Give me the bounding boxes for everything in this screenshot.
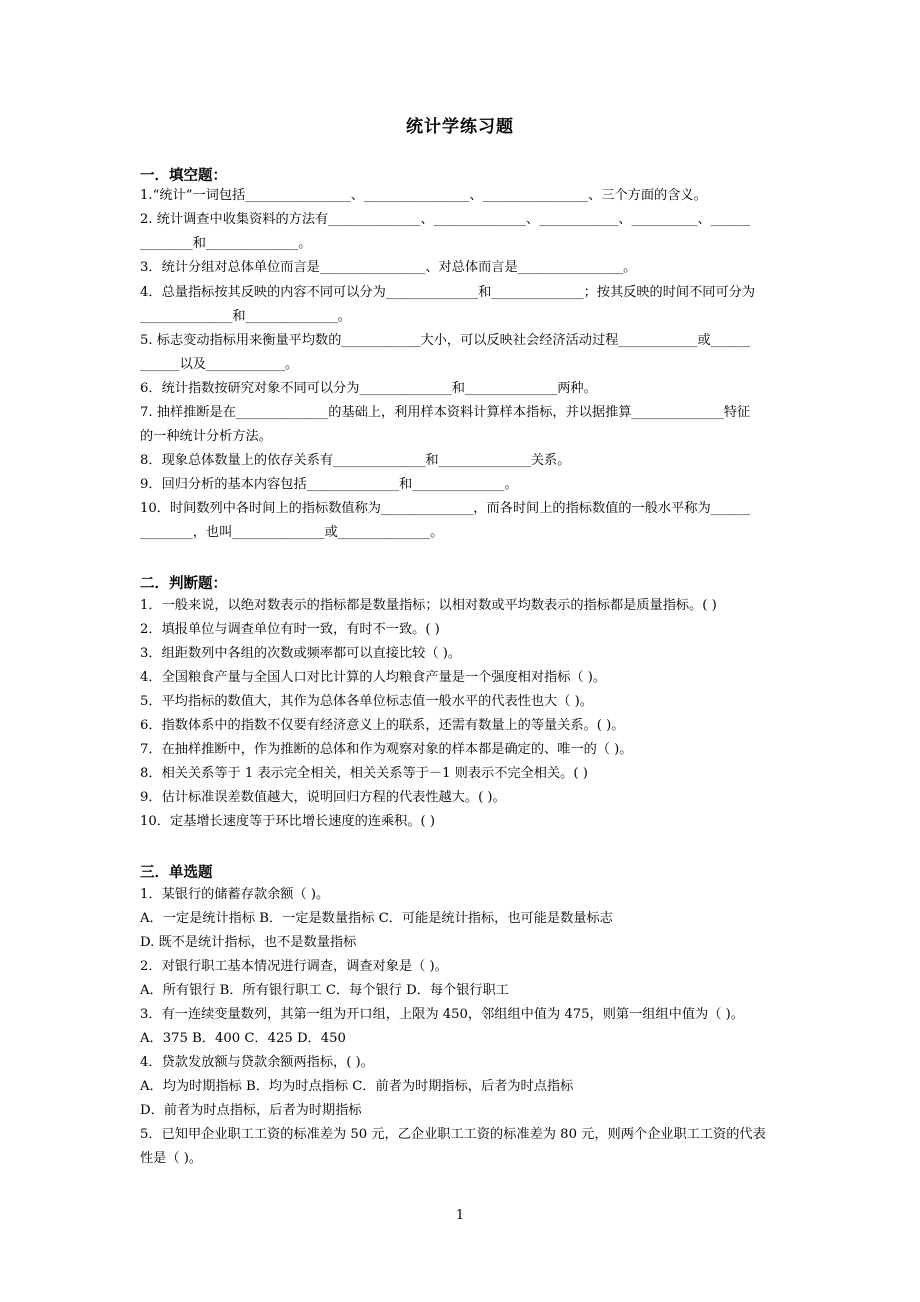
section-heading-true-false: 二．判断题： xyxy=(140,575,227,592)
single-choice-line: D．前者为时点指标，后者为时期指标 xyxy=(140,1103,362,1118)
single-choice-line: A．一定是统计指标 B．一定是数量指标 C．可能是统计指标，也可能是数量标志 xyxy=(140,911,613,926)
true-false-line: 5．平均指标的数值大，其作为总体各单位标志值一般水平的代表性也大（ )。 xyxy=(140,694,593,709)
fill-blank-line: 8．现象总体数量上的依存关系有______________和______________关系。 xyxy=(140,453,571,468)
single-choice-line: A．375 B．400 C．425 D．450 xyxy=(140,1031,346,1046)
fill-blank-line: 9．回归分析的基本内容包括______________和______________。 xyxy=(140,477,518,492)
single-choice-line: 3．有一连续变量数列，其第一组为开口组，上限为 450，邻组组中值为 475，则第一组组中值为（ )。 xyxy=(140,1007,744,1022)
true-false-line: 6．指数体系中的指数不仅要有经济意义上的联系，还需有数量上的等量关系。( )。 xyxy=(140,718,625,733)
page-number: 1 xyxy=(455,1208,465,1223)
true-false-line: 7．在抽样推断中，作为推断的总体和作为观察对象的样本都是确定的、唯一的（ )。 xyxy=(140,742,633,757)
fill-blank-line: 7. 抽样推断是在______________的基础上，利用样本资料计算样本指标，并以据推算______________特征 xyxy=(140,405,751,420)
true-false-line: 4．全国粮食产量与全国人口对比计算的人均粮食产量是一个强度相对指标（ )。 xyxy=(140,670,607,685)
fill-blank-line: 5. 标志变动指标用来衡量平均数的____________大小，可以反映社会经济活动过程____________或______ xyxy=(140,333,751,348)
section-heading-fill-blank: 一．填空题： xyxy=(140,167,227,184)
true-false-line: 3．组距数列中各组的次数或频率都可以直接比较（ )。 xyxy=(140,646,462,661)
fill-blank-line: 4．总量指标按其反映的内容不同可以分为______________和______________；按其反映的时间不同可分为 xyxy=(140,285,756,300)
single-choice-line: 1．某银行的储蓄存款余额（ )。 xyxy=(140,887,330,902)
fill-blank-line: 3．统计分组对总体单位而言是________________、对总体而言是________________。 xyxy=(140,260,637,275)
fill-blank-line: 2. 统计调查中收集资料的方法有______________、______________、____________、__________、______ xyxy=(140,212,751,227)
section-heading-single-choice: 三．单选题 xyxy=(140,864,213,881)
single-choice-line: D. 既不是统计指标，也不是数量指标 xyxy=(140,935,357,950)
fill-blank-line: ______________和______________。 xyxy=(140,309,351,324)
single-choice-line: 4．贷款发放额与贷款余额两指标，( )。 xyxy=(140,1055,374,1070)
true-false-line: 10．定基增长速度等于环比增长速度的连乘积。( ) xyxy=(140,814,436,829)
single-choice-line: 5．已知甲企业职工工资的标准差为 50 元，乙企业职工工资的标准差为 80 元，则两个企业职工工资的代表 xyxy=(140,1127,766,1142)
single-choice-line: A．所有银行 B．所有银行职工 C．每个银行 D．每个银行职工 xyxy=(140,983,509,998)
fill-blank-line: 6．统计指数按研究对象不同可以分为______________和______________两种。 xyxy=(140,381,597,396)
single-choice-line: 2．对银行职工基本情况进行调查，调查对象是（ )。 xyxy=(140,959,448,974)
fill-blank-line: 10．时间数列中各时间上的指标数值称为______________，而各时间上的指标数值的一般水平称为______ xyxy=(140,501,751,516)
fill-blank-line: 1.“统计”一词包括________________、________________、________________、三个方面的含义。 xyxy=(140,188,707,203)
true-false-line: 2．填报单位与调查单位有时一致，有时不一致。( ) xyxy=(140,622,440,637)
page-title: 统计学练习题 xyxy=(406,117,514,137)
true-false-line: 9．估计标准误差数值越大，说明回归方程的代表性越大。( )。 xyxy=(140,790,506,805)
single-choice-line: 性是（ )。 xyxy=(140,1151,203,1166)
true-false-line: 8．相关关系等于 1 表示完全相关，相关关系等于－1 则表示不完全相关。( ) xyxy=(140,766,588,781)
single-choice-line: A．均为时期指标 B．均为时点指标 C．前者为时期指标，后者为时点指标 xyxy=(140,1079,574,1094)
fill-blank-line: ________，也叫______________或______________。 xyxy=(140,525,444,540)
fill-blank-line: 的一种统计分析方法。 xyxy=(140,429,272,444)
fill-blank-line: ______以及____________。 xyxy=(140,357,299,372)
true-false-line: 1．一般来说，以绝对数表示的指标都是数量指标；以相对数或平均数表示的指标都是质量指标。( ) xyxy=(140,598,717,613)
fill-blank-line: ________和______________。 xyxy=(140,236,312,251)
